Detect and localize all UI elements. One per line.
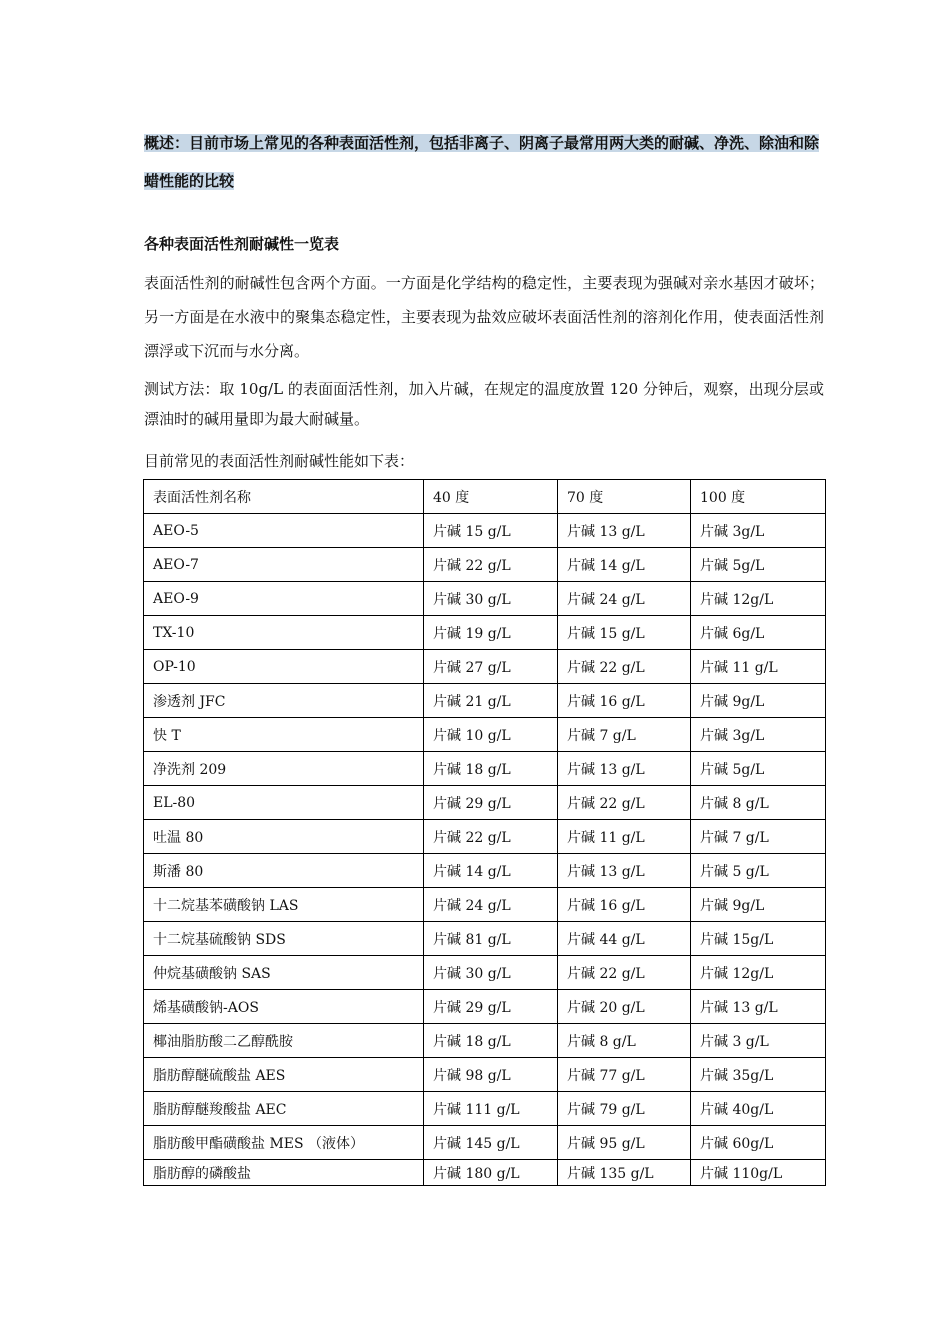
cell-40: 片碱 18 g/L [424, 752, 558, 786]
section-heading: 各种表面活性剂耐碱性一览表 [144, 235, 340, 253]
table-header-row [144, 480, 826, 514]
cell-40: 片碱 19 g/L [424, 616, 558, 650]
cell-name: 十二烷基苯磺酸钠 LAS [144, 888, 424, 922]
cell-70: 片碱 95 g/L [558, 1126, 691, 1160]
cell-70: 片碱 13 g/L [558, 514, 691, 548]
cell-name: 脂肪酸甲酯磺酸盐 MES （液体） [144, 1126, 424, 1160]
table-row [144, 1092, 826, 1126]
cell-70: 片碱 13 g/L [558, 854, 691, 888]
cell-70: 片碱 15 g/L [558, 616, 691, 650]
cell-70: 片碱 16 g/L [558, 684, 691, 718]
cell-70: 片碱 22 g/L [558, 956, 691, 990]
table-row [144, 1024, 826, 1058]
cell-100: 片碱 12g/L [691, 956, 826, 990]
paragraph-table-intro: 目前常见的表面活性剂耐碱性能如下表： [144, 452, 415, 470]
cell-70: 片碱 79 g/L [558, 1092, 691, 1126]
cell-70: 片碱 22 g/L [558, 786, 691, 820]
cell-40: 片碱 24 g/L [424, 888, 558, 922]
table-row [144, 854, 826, 888]
table-row [144, 514, 826, 548]
cell-name: TX-10 [144, 616, 424, 650]
cell-name: 十二烷基硫酸钠 SDS [144, 922, 424, 956]
cell-100: 片碱 5g/L [691, 752, 826, 786]
cell-100: 片碱 15g/L [691, 922, 826, 956]
cell-100: 片碱 3g/L [691, 718, 826, 752]
cell-100: 片碱 5 g/L [691, 854, 826, 888]
cell-100: 片碱 3 g/L [691, 1024, 826, 1058]
cell-name: 吐温 80 [144, 820, 424, 854]
cell-name: OP-10 [144, 650, 424, 684]
cell-name: AEO-5 [144, 514, 424, 548]
cell-name: 脂肪醇的磷酸盐 [144, 1160, 424, 1186]
cell-name: 快 T [144, 718, 424, 752]
cell-40: 片碱 30 g/L [424, 956, 558, 990]
table-row [144, 820, 826, 854]
cell-100: 片碱 3g/L [691, 514, 826, 548]
cell-100: 片碱 40g/L [691, 1092, 826, 1126]
header-cell-100: 100 度 [691, 480, 826, 514]
cell-name: 椰油脂肪酸二乙醇酰胺 [144, 1024, 424, 1058]
cell-100: 片碱 11 g/L [691, 650, 826, 684]
cell-name: AEO-7 [144, 548, 424, 582]
cell-70: 片碱 44 g/L [558, 922, 691, 956]
cell-70: 片碱 7 g/L [558, 718, 691, 752]
cell-100: 片碱 9g/L [691, 888, 826, 922]
cell-70: 片碱 77 g/L [558, 1058, 691, 1092]
table-row [144, 718, 826, 752]
cell-70: 片碱 14 g/L [558, 548, 691, 582]
cell-100: 片碱 13 g/L [691, 990, 826, 1024]
cell-100: 片碱 8 g/L [691, 786, 826, 820]
cell-40: 片碱 10 g/L [424, 718, 558, 752]
cell-70: 片碱 11 g/L [558, 820, 691, 854]
cell-40: 片碱 30 g/L [424, 582, 558, 616]
cell-name: 斯潘 80 [144, 854, 424, 888]
table-row [144, 956, 826, 990]
cell-100: 片碱 60g/L [691, 1126, 826, 1160]
cell-name: 渗透剂 JFC [144, 684, 424, 718]
header-cell-name: 表面活性剂名称 [144, 480, 424, 514]
table-row [144, 582, 826, 616]
table-row [144, 616, 826, 650]
cell-name: 烯基磺酸钠-AOS [144, 990, 424, 1024]
cell-40: 片碱 145 g/L [424, 1126, 558, 1160]
paragraph-alkali-resistance: 表面活性剂的耐碱性包含两个方面。一方面是化学结构的稳定性，主要表现为强碱对亲水基因才破坏；另一方面是在水液中的聚集态稳定性，主要表现为盐效应破坏表面活性剂的溶剂化作用，使表面活性剂漂浮或下沉而与水分离。 [144, 274, 824, 360]
cell-40: 片碱 15 g/L [424, 514, 558, 548]
cell-100: 片碱 5g/L [691, 548, 826, 582]
cell-name: 净洗剂 209 [144, 752, 424, 786]
cell-40: 片碱 21 g/L [424, 684, 558, 718]
cell-name: EL-80 [144, 786, 424, 820]
summary-highlight: 概述：目前市场上常见的各种表面活性剂，包括非离子、阴离子最常用两大类的耐碱、净洗、除油和除蜡性能的比较 [144, 134, 820, 190]
table-row [144, 1058, 826, 1092]
table-row [144, 752, 826, 786]
cell-70: 片碱 24 g/L [558, 582, 691, 616]
table-row [144, 1160, 826, 1186]
cell-70: 片碱 135 g/L [558, 1160, 691, 1186]
header-cell-40: 40 度 [424, 480, 558, 514]
table-row [144, 922, 826, 956]
cell-100: 片碱 35g/L [691, 1058, 826, 1092]
cell-40: 片碱 111 g/L [424, 1092, 558, 1126]
table-row [144, 548, 826, 582]
alkali-resistance-table [143, 479, 826, 1186]
cell-40: 片碱 22 g/L [424, 548, 558, 582]
table-row [144, 888, 826, 922]
cell-70: 片碱 13 g/L [558, 752, 691, 786]
table-row [144, 786, 826, 820]
cell-40: 片碱 29 g/L [424, 990, 558, 1024]
cell-name: 脂肪醇醚硫酸盐 AES [144, 1058, 424, 1092]
table-row [144, 650, 826, 684]
cell-70: 片碱 22 g/L [558, 650, 691, 684]
cell-40: 片碱 29 g/L [424, 786, 558, 820]
cell-70: 片碱 20 g/L [558, 990, 691, 1024]
header-cell-70: 70 度 [558, 480, 691, 514]
cell-name: 仲烷基磺酸钠 SAS [144, 956, 424, 990]
cell-100: 片碱 6g/L [691, 616, 826, 650]
cell-70: 片碱 16 g/L [558, 888, 691, 922]
cell-40: 片碱 27 g/L [424, 650, 558, 684]
cell-100: 片碱 110g/L [691, 1160, 826, 1186]
table-row [144, 684, 826, 718]
summary-text [144, 124, 824, 200]
cell-40: 片碱 180 g/L [424, 1160, 558, 1186]
cell-40: 片碱 22 g/L [424, 820, 558, 854]
cell-40: 片碱 81 g/L [424, 922, 558, 956]
cell-100: 片碱 12g/L [691, 582, 826, 616]
table-row [144, 990, 826, 1024]
cell-name: AEO-9 [144, 582, 424, 616]
cell-40: 片碱 18 g/L [424, 1024, 558, 1058]
paragraph-test-method: 测试方法：取 10g/L 的表面面活性剂，加入片碱，在规定的温度放置 120 分钟后，观察，出现分层或漂油时的碱用量即为最大耐碱量。 [144, 380, 824, 428]
cell-40: 片碱 98 g/L [424, 1058, 558, 1092]
cell-70: 片碱 8 g/L [558, 1024, 691, 1058]
table-row [144, 1126, 826, 1160]
cell-name: 脂肪醇醚羧酸盐 AEC [144, 1092, 424, 1126]
cell-40: 片碱 14 g/L [424, 854, 558, 888]
table-body [144, 480, 826, 1186]
cell-100: 片碱 7 g/L [691, 820, 826, 854]
cell-100: 片碱 9g/L [691, 684, 826, 718]
